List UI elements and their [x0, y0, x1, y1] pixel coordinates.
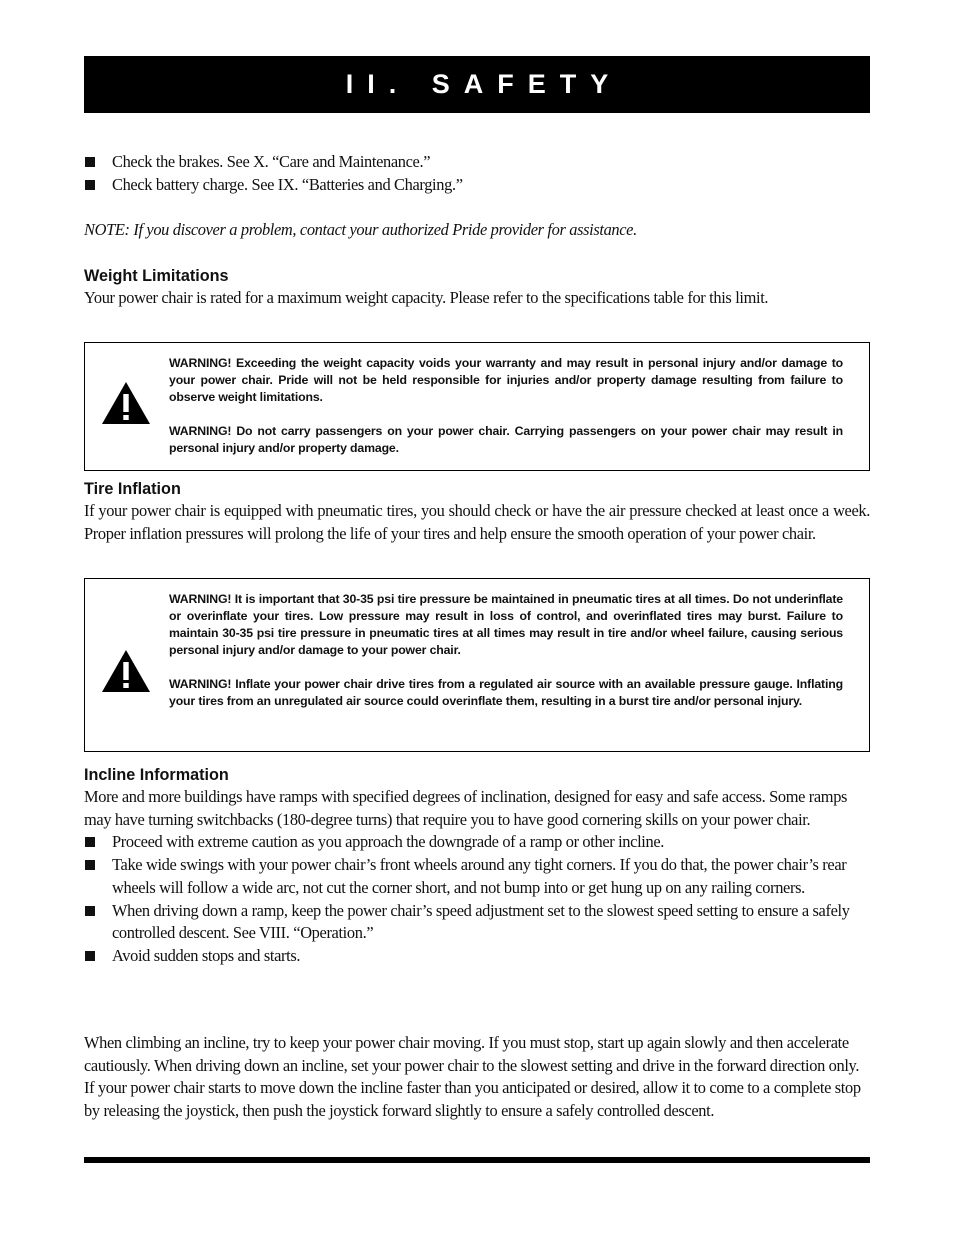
incline-section [84, 764, 870, 968]
tire-warnings [169, 591, 843, 710]
incline-heading: Incline Information [84, 766, 229, 784]
warning-triangle-icon [101, 649, 151, 693]
checklist-item: Check the brakes. See X. “Care and Maintenance.” [84, 151, 870, 174]
incline-bullet: Take wide swings with your power chair’s front wheels around any tight corners. If you do that, the power chair’s rear wheels will follow a wide arc, not cut the corner short, and not bump into or get hung up on any railing corners. [84, 854, 870, 899]
incline-bullet: Proceed with extreme caution as you approach the downgrade of a ramp or other incline. [84, 831, 870, 854]
weight-warnings [169, 355, 843, 457]
warning-text: WARNING! It is important that 30-35 psi tire pressure be maintained in pneumatic tires at all times. Do not underinflate or overinflate your tires. Low pressure may result in loss of control, and overinflated tires may burst. Failure to maintain 30-35 psi tire pressure in pneumatic tires at all times may result in tire and/or wheel failure, causing serious personal injury and/or damage to your power chair. [169, 592, 843, 657]
section-title: II. SAFETY [345, 69, 623, 99]
warning-text: WARNING! Do not carry passengers on your power chair. Carrying passengers on your power chair may result in personal injury and/or property damage. [169, 424, 843, 455]
warning-text: WARNING! Inflate your power chair drive tires from a regulated air source with an available pressure gauge. Inflating your tires from an unregulated air source could overinflate them, resulting in a burst tire and/or personal injury. [169, 677, 843, 708]
incline-closing: When climbing an incline, try to keep your power chair moving. If you must stop, start up again slowly and then accelerate cautiously. When driving down an incline, set your power chair to the slowest setting and drive in the forward direction only. If your power chair starts to move down the incline faster than you anticipated or desired, allow it to come to a complete stop by releasing the joystick, then push the joystick forward slightly to ensure a safely controlled descent. [84, 1033, 861, 1121]
weight-warning-box [84, 342, 870, 471]
tire-body: If your power chair is equipped with pneumatic tires, you should check or have the air pressure checked at least once a week. Proper inflation pressures will prolong the life of your tires and help ensure the smooth operation of your power chair. [84, 501, 870, 543]
tire-heading: Tire Inflation [84, 480, 181, 498]
weight-section [84, 265, 870, 310]
section-banner [84, 56, 870, 113]
checklist-item: Check battery charge. See IX. “Batteries and Charging.” [84, 174, 870, 197]
incline-bullet: When driving down a ramp, keep the power chair’s speed adjustment set to the slowest speed setting to ensure a safely controlled descent. See VIII. “Operation.” [84, 900, 870, 945]
warning-text: WARNING! Exceeding the weight capacity voids your warranty and may result in personal injury and/or damage to your power chair. Pride will not be held responsible for injuries and/or property damage resulting from failure to observe weight limitations. [169, 356, 843, 404]
tire-warning-box [84, 578, 870, 752]
pre-ride-checklist [84, 151, 870, 196]
weight-heading: Weight Limitations [84, 267, 229, 285]
incline-body: More and more buildings have ramps with specified degrees of inclination, designed for easy and safe access. Some ramps may have turning switchbacks (180-degree turns) that require you to have good cornering skills on your power chair. [84, 787, 848, 829]
warning-triangle-icon [101, 381, 151, 425]
weight-body: Your power chair is rated for a maximum weight capacity. Please refer to the specifications table for this limit. [84, 288, 769, 307]
footer-rule [84, 1157, 870, 1163]
incline-bullet: Avoid sudden stops and starts. [84, 945, 870, 968]
tire-section [84, 478, 870, 545]
note-text: NOTE: If you discover a problem, contact your authorized Pride provider for assistance. [84, 220, 637, 239]
